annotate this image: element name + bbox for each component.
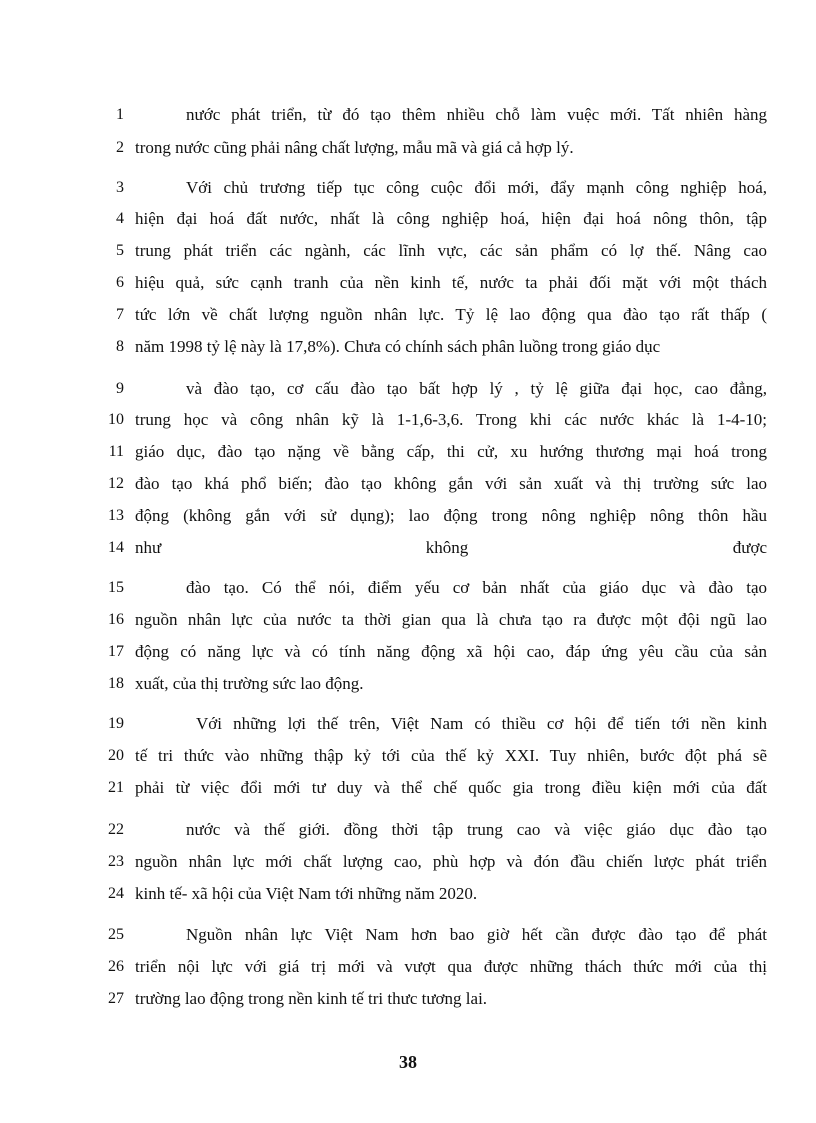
line-number: 18 <box>108 675 124 692</box>
text-line <box>0 100 816 130</box>
text-line <box>0 133 816 163</box>
line-text: trong nước cũng phải nâng chất lượng, mẫu mã và giá cả hợp lý. <box>135 138 574 157</box>
line-number: 21 <box>108 779 124 796</box>
text-line <box>0 173 816 203</box>
line-text: động có năng lực và có tính năng động xã hội cao, đáp ứng yêu cầu của sản <box>135 642 767 661</box>
line-text: năm 1998 tỷ lệ này là 17,8%). Chưa có chính sách phân luồng trong giáo dục <box>135 337 661 356</box>
line-text: đào tạo. Có thể nói, điểm yếu cơ bản nhất của giáo dục và đào tạo <box>186 578 767 597</box>
text-line <box>0 501 816 531</box>
text-line <box>0 815 816 845</box>
text-line <box>0 879 816 909</box>
text-line <box>0 268 816 298</box>
line-text: hiện đại hoá đất nước, nhất là công nghiệp hoá, hiện đại hoá nông thôn, tập <box>135 209 767 228</box>
line-number: 20 <box>108 747 124 764</box>
line-text: trung học và công nhân kỹ là 1-1,6-3,6. Trong khi các nước khác là 1-4-10; <box>135 410 767 429</box>
line-text: trung phát triển các ngành, các lĩnh vực, các sản phẩm có lợ thế. Nâng cao <box>135 241 767 260</box>
text-line <box>0 920 816 950</box>
text-line <box>0 637 816 667</box>
text-line <box>0 236 816 266</box>
line-number: 14 <box>108 539 124 556</box>
line-text: triển nội lực với giá trị mới và vượt qua được những thách thức mới của thị <box>135 957 767 976</box>
line-number: 6 <box>116 274 124 291</box>
text-line <box>0 204 816 234</box>
line-number: 17 <box>108 643 124 660</box>
text-line <box>0 741 816 771</box>
line-text: đào tạo khá phổ biến; đào tạo không gắn với sản xuất và thị trường sức lao <box>135 474 767 493</box>
line-text: nước và thế giới. đồng thời tập trung cao và việc giáo dục đào tạo <box>186 820 767 839</box>
line-number: 25 <box>108 926 124 943</box>
line-number: 9 <box>116 380 124 397</box>
line-text: động (không gắn với sử dụng); lao động trong nông nghiệp nông thôn hầu <box>135 506 767 525</box>
line-text: xuất, của thị trường sức lao động. <box>135 674 364 693</box>
line-number: 15 <box>108 579 124 596</box>
line-text: tức lớn về chất lượng nguồn nhân lực. Tỷ lệ lao động qua đào tạo rất thấp ( <box>135 305 767 324</box>
line-number: 5 <box>116 242 124 259</box>
text-line <box>0 709 816 739</box>
line-number: 8 <box>116 338 124 355</box>
line-text: nguồn nhân lực của nước ta thời gian qua là chưa tạo ra được một đội ngũ lao <box>135 610 767 629</box>
line-number: 27 <box>108 990 124 1007</box>
line-text: Với chủ trương tiếp tục công cuộc đổi mới, đẩy mạnh công nghiệp hoá, <box>186 178 767 197</box>
line-text: Nguồn nhân lực Việt Nam hơn bao giờ hết cần được đào tạo để phát <box>186 925 767 944</box>
line-text: nguồn nhân lực mới chất lượng cao, phù hợp và đón đầu chiến lược phát triển <box>135 852 767 871</box>
line-number: 7 <box>116 306 124 323</box>
line-text: như không được <box>135 538 767 557</box>
line-number: 3 <box>116 179 124 196</box>
text-line <box>0 405 816 435</box>
text-line <box>0 300 816 330</box>
text-line <box>0 437 816 467</box>
text-line <box>0 332 816 362</box>
line-number: 22 <box>108 821 124 838</box>
text-line <box>0 669 816 699</box>
line-number: 16 <box>108 611 124 628</box>
text-line <box>0 469 816 499</box>
line-text: và đào tạo, cơ cấu đào tạo bất hợp lý , tỷ lệ giữa đại học, cao đẳng, <box>186 379 767 398</box>
line-number: 26 <box>108 958 124 975</box>
text-line <box>0 573 816 603</box>
text-line <box>0 374 816 404</box>
text-line <box>0 533 816 563</box>
line-number: 1 <box>116 106 124 123</box>
line-number: 19 <box>108 715 124 732</box>
line-number: 4 <box>116 210 124 227</box>
page-number: 38 <box>399 1052 417 1072</box>
line-text: trường lao động trong nền kinh tế tri thưc tương lai. <box>135 989 488 1008</box>
line-text: tế tri thức vào những thập kỷ tới của thế kỷ XXI. Tuy nhiên, bước đột phá sẽ <box>135 746 767 765</box>
line-text: kinh tế- xã hội của Việt Nam tới những năm 2020. <box>135 884 478 903</box>
text-line <box>0 773 816 803</box>
text-line <box>0 984 816 1014</box>
line-number: 12 <box>108 475 124 492</box>
text-line <box>0 605 816 635</box>
line-number: 24 <box>108 885 124 902</box>
line-number: 2 <box>116 139 124 156</box>
line-text: Với những lợi thế trên, Việt Nam có thiều cơ hội để tiến tới nền kinh <box>196 714 767 733</box>
line-text: hiệu quả, sức cạnh tranh của nền kinh tế, nước ta phải đối mặt với một thách <box>135 273 767 292</box>
line-number: 23 <box>108 853 124 870</box>
line-text: giáo dục, đào tạo nặng về bằng cấp, thi cử, xu hướng thương mại hoá trong <box>135 442 767 461</box>
text-line <box>0 952 816 982</box>
line-number: 10 <box>108 411 124 428</box>
line-text: phải từ việc đổi mới tư duy và thể chế quốc gia trong điều kiện mới của đất <box>135 778 767 797</box>
text-line <box>0 847 816 877</box>
line-number: 13 <box>108 507 124 524</box>
line-number: 11 <box>108 443 124 460</box>
line-text: nước phát triển, từ đó tạo thêm nhiều chỗ làm vuệc mới. Tất nhiên hàng <box>186 105 767 124</box>
